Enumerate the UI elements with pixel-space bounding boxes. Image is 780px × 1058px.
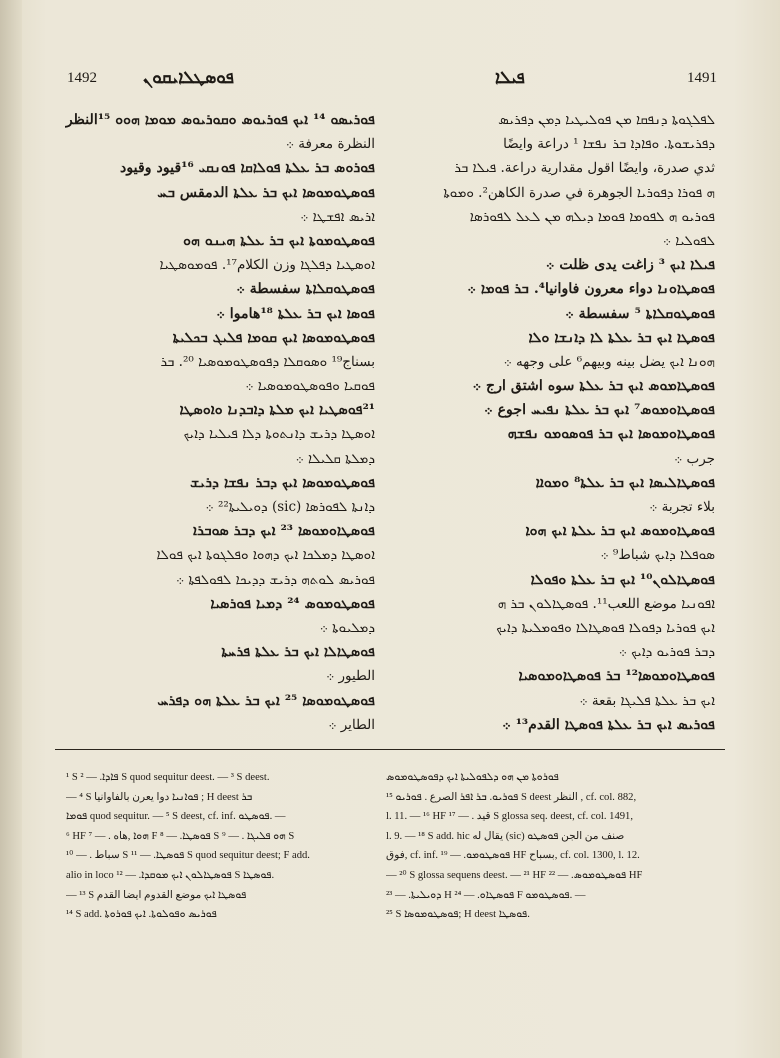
footnote-divider — [55, 749, 725, 750]
entry-text-line: ܐܘܣܛܐ ܕܡܠܟܐ ܐܝܟ ܕܗܘܐ ܘܦܠܓܘܬܐ ܐܝܟ ܦܘܠܐ — [156, 547, 375, 564]
entry-text-line: ܐܦܘܢܝܐ موضع اللعب¹¹. ܦܘܣܛܐܠܘܢ ܒܪ ܗ — [497, 595, 715, 612]
entry-headword-line: ܦܘܣܛܐܘܡܘܣܐ ܐܝܟ ܒܪ ܦܘܣܘܡܘ ܢܦܫܗ — [507, 426, 715, 443]
footnote-line: l. 11. — ¹⁶ HF قيد . — ¹⁷ S glossa seq. deest, cf. col. 1491, — [386, 811, 633, 823]
footnote-line: ¹⁴ S add. ܦܘܪܝܣ ܘܦܘܠܘܬܐ. ܐܝܟ ܦܘܪܘܬܐ — [66, 909, 217, 921]
entry-headword-line: ܦܘܣܛܐܠܐ ܐܝܟ ܒܪ ܥܠܬܐ ܦܪܚܬܐ — [221, 644, 375, 661]
entry-text-line: ܕܐܢܬܐ ܠܦܘܪܣܐ (sic) ܕܘܝܠܝܬܐ²² ܀ — [205, 499, 375, 515]
footnote-line: سباط . — ¹⁰ S ܦܘܣܛܐ. — ¹¹ S quod sequitur deest; F add. — [66, 850, 310, 862]
entry-text-line: ܐܘܣܛܝܐ ܕܦܠܓܐ وزن الكلام¹⁷. ܦܘܡܘܣܛܝܐ — [159, 257, 375, 274]
right-text-column — [385, 108, 715, 737]
right-running-head: ܦܝܠܐ — [495, 68, 525, 88]
entry-headword-line: ܦܘܣܛܘܩܠܐܬܐ سفسطة ܀ — [236, 281, 375, 298]
footnote-line: — ²⁰ S glossa sequens deest. — ²¹ HF ܦܘܣܛܘܡܘܣ. — ²² HF — [386, 869, 643, 881]
entry-text-line: النظرة معرفة ܀ — [285, 136, 375, 153]
entry-headword-line: ܦܘܣܛܘܡܘܬܐ ܐܝܟ ܒܪ ܥܠܬܐ ܗܝܢܘ ܗܘ — [183, 232, 375, 249]
entry-text-line: ܐܪܝܣ ܐܦܫܛܐ ܀ — [300, 208, 375, 225]
footnote-line: — ⁴ S ܦܘܐܢܝܐ دوا يعرن بالفاوانيا ; H deest ܒܪ — [66, 791, 253, 803]
entry-text-line: ܗ ܦܘܪܐ ܕܦܘܪܝܐ الجوهرة في صدرة الكاهن². ܘܡܘܬܐ — [443, 184, 715, 201]
footnote-line: l. 9. — ¹⁸ S add. hic يقال له (sic) صنف من الجن ܦܘܣܛܘ — [386, 830, 625, 842]
right-footnotes — [386, 768, 716, 925]
entry-text-line: ܕܡܠܬܐ ܩܠܝܠܐ ܀ — [295, 450, 375, 467]
entry-headword-line: ²¹ܦܘܣܛܝܐ ܐܝܟ ܡܠܬܐ ܕܐܒܕܢܐ ܘܐܘܣܛܐ — [179, 402, 375, 419]
entry-text-line: ܠܦܠܓܘܬܐ ܕܢܦܩܐ ܡܢ ܦܘܠܝܛܝܐ ܕܡܢ ܕܦܪܝܣ — [498, 112, 715, 128]
footnote-line: alio in loco ܦܘܣܛܐܠܘܢ ܐܝܟ ܡܘܩܕܐ. — ¹² S ܦܘܣܛܐ. — [66, 869, 275, 881]
page-header — [55, 70, 725, 94]
entry-headword-line: ܦܘܣܛܐܘܢܐ دواء معرون فاوانيا⁴. ܒܪ ܦܘܡܐ ܀ — [467, 281, 715, 298]
entry-headword-line: ܦܘܪܝܣܘ ¹⁴ ܐܝܟ ܦܘܪܝܘܣ ܘܩܘܪܝܘܣ ܡܘܡܐ ܗܘܘ ¹⁵النظر — [65, 112, 375, 128]
footnote-line: ܕܘܝܠܝܬܐ. — ²³ H ܦܘܣܛܐܘ. — ²⁴ F ܦܘܣܛܘܡܘ. — — [386, 889, 586, 901]
left-running-head: ܦܘܣܛܠܐܝܩܘܢ — [143, 68, 234, 88]
entry-headword-line: ܦܘܣܛܐܘܡܘܣܐ¹² ܒܪ ܦܘܣܛܐܘܡܘܣܝܐ — [518, 668, 715, 685]
entry-text-line: ܦܘܪܝܣ ܠܘܬܗ ܕܪܝܫ ܕܕܝܟܐ ܠܦܘܠܦܬܐ ܀ — [175, 571, 375, 588]
entry-text-line: ܦܘܩܝܐ ܘܦܘܣܛܘܡܘܣܝܐ ܀ — [245, 378, 375, 395]
entry-text-line: بسناج¹⁹ ܘܣܘܩܠܐ ܕܦܘܣܛܘܡܘܣܝܐ ²⁰. ܒܪ — [160, 353, 375, 370]
entry-text-line: ܕܒܪ ܦܘܪܝܘ ܕܐܝܟ ܀ — [618, 644, 715, 661]
footnote-line: ܦܘܡܐ quod sequitur. — ⁵ S deest, cf. inf. ܦܘܣܛܘ. — — [66, 811, 286, 823]
entry-headword-line: ܦܘܣܛܘܩܠܐܬܐ ⁵ سفسطة ܀ — [565, 305, 715, 322]
entry-text-line: الطاير ܀ — [328, 716, 375, 733]
entry-text-line: ܕܡܠܝܘܬܐ ܀ — [319, 619, 375, 636]
entry-headword-line: ܦܘܣܛܘܡܘܣܐ ²⁵ ܐܝܟ ܒܪ ܥܠܬܐ ܗܘ ܕܦܪܚ — [157, 692, 375, 709]
entry-text-line: الطيور ܀ — [326, 668, 375, 685]
entry-headword-line: ܦܘܣܛܐܘܡܘܣ ܐܝܟ ܒܪ ܥܠܬܐ ܐܝܟ ܗܘܐ — [525, 523, 715, 540]
footnote-line: ⁶ HF ܗܘܐ ,هاه . — ⁷ F ܦܘܣܛܐ. — ⁸ S ܗܘ ܦܠܝܓܐ . — ⁹ S — [66, 830, 295, 842]
entry-text-line: ܦܘܪܝܘ ܗ ܠܦܘܡܐ ܦܘܡܐ ܕܝܠܗ ܡܢ ܠܥܠ ܠܦܘܪܣܐ — [469, 208, 715, 225]
entry-text-line: جرب ܀ — [674, 450, 715, 467]
footnote-line: — ¹³ S ܦܘܣܛܐ ܐܝܟ موضع القدوم ايضا القدم — [66, 889, 247, 901]
entry-headword-line: ܦܝܠܐ ܐܝܟ ³ زاغت يدى ظلت ܀ — [545, 257, 715, 274]
entry-text-line: ܣܘܦܠܐ ܕܐܝܟ شباط⁹ ܀ — [600, 547, 715, 564]
right-page-number: 1491 — [687, 70, 717, 86]
entry-headword-line: ܦܘܣܛܐܠܘܢ¹⁰ ܐܝܟ ܒܪ ܥܠܬܐ ܘܦܘܠܐ — [530, 571, 715, 588]
entry-text-line: ܐܝܟ ܒܪ ܥܠܬܐ ܦܠܝܓܐ بقعة ܀ — [579, 692, 715, 709]
left-text-column — [55, 108, 375, 737]
entry-headword-line: ܦܘܣܛܐܠܝܣܐ ܐܝܟ ܒܪ ܥܠܬܐ⁸ ܘܡܘܐܐ — [535, 474, 715, 491]
left-footnotes — [66, 768, 374, 925]
entry-headword-line: ܦܘܣܛܐܡܘܣ ܐܝܟ ܒܪ ܥܠܬܐ سوه اشتق ارج ܀ — [472, 378, 715, 395]
footnote-line: ܦܘܪܝܘ. ܒܪ ܐܦܪ الصرع . ܦܘܪܝܘ ¹⁵ S deest النظر , cf. col. 882, — [386, 791, 637, 803]
entry-headword-line: ܦܘܣܛܘܡܘܣܐ ܐܝܟ ܩܘܡܐ ܦܠܝܓ ܒܟܠܝܬܐ — [172, 329, 375, 346]
entry-headword-line: ܦܘܣܛܐܘܡܘܣ⁷ ܐܝܟ ܒܪ ܥܠܬܐ ܢܦܝܚ اجوع ܀ — [484, 402, 715, 419]
footnote-line: فوق, cf. inf. ܦܘܣܛܘܡܘ. — ¹⁹ HF بسباح, cf. col. 1300, l. 12. — [386, 850, 640, 862]
entry-headword-line: ܦܘܣܛܘܡܘܣܐ ܐܝܟ ܕܒܪ ܢܦܫܐ ܕܪܝܫ — [190, 474, 375, 491]
entry-headword-line: ܦܘܣܛܐ ܐܝܟ ܒܪ ܥܠܬܐ ܠܐ ܕܐܢܫܐ ܘܠܐ — [528, 329, 715, 346]
entry-text-line: ܐܝܟ ܦܘܪܝܐ ܕܦܘܠܐ ܦܘܣܛܐܠܐ ܘܦܘܡܠܝܬܐ ܕܐܝܟ — [496, 619, 715, 636]
entry-headword-line: ܦܘܣܛܘܡܘܣ ²⁴ ܕܡܝܐ ܦܘܪܣܝܐ — [210, 595, 375, 612]
entry-text-line: ܕܦܪܝܫܘܬܐ. ܘܦܐܕܐ ܒܪ ܢܦܫܐ ¹ دراعة وايضًا — [503, 136, 715, 153]
footnote-line: ܦܘܪܘܬܐ ܡܢ ܗܘ ܕܠܦܘܠܝܬܐ ܐܝܟ ܕܦܘܣܛܘܡܘܣ — [386, 772, 559, 783]
footnote-line: ¹ S ܦܐܕܐ. — ² S quod sequitur deest. — ³ S deest. — [66, 772, 270, 783]
entry-headword-line: ܦܘܣܛܐܘܡܘܣܐ ²³ ܐܝܟ ܕܒܪ ܣܘܒܪܐ — [192, 523, 375, 540]
entry-headword-line: ܦܘܪܘܣ ܒܪ ܥܠܬܐ ܦܘܠܐܩܐ ܦܘܢܩܝ ¹⁶قيود وقيود — [120, 160, 375, 177]
book-gutter — [0, 0, 22, 1058]
entry-headword-line: ܦܘܣܛܘܡܘܣܐ ܐܝܟ ܒܪ ܥܠܬܐ الدمقس ܒܚ — [157, 184, 375, 201]
entry-text-line: ܐܘܣܛܐ ܕܪܝܫ ܕܐܢܬܘܬܐ ܕܠܐ ܦܝܠܝܐ ܕܐܝܟ — [183, 426, 375, 443]
entry-text-line: ثدي صدرة، وايضًا اقول مقدارية دراعة. ܦܝܠܐ ܒܪ — [454, 160, 715, 177]
entry-headword-line: ܦܘܪܝܣ ܐܝܟ ܒܪ ܥܠܬܐ ܦܘܣܛܐ القدم¹³ ܀ — [502, 716, 715, 733]
entry-text-line: ܗܘܢܐ ܐܝܟ يضل بينه وبيهم⁶ على وجهه ܀ — [503, 353, 715, 370]
entry-headword-line: ܦܘܣܐ ܐܝܟ ܒܪ ܥܠܬܐ ¹⁸هاموا ܀ — [216, 305, 375, 322]
entry-text-line: بلاء تجربة ܀ — [649, 499, 715, 515]
footnote-line: ²⁵ S ܦܘܣܛܘܡܘܣܐ; H deest ܦܘܣܛܐ. — [386, 909, 530, 921]
entry-text-line: ܠܦܘܠܝܐ ܀ — [662, 232, 715, 249]
left-page-number: 1492 — [67, 70, 97, 86]
